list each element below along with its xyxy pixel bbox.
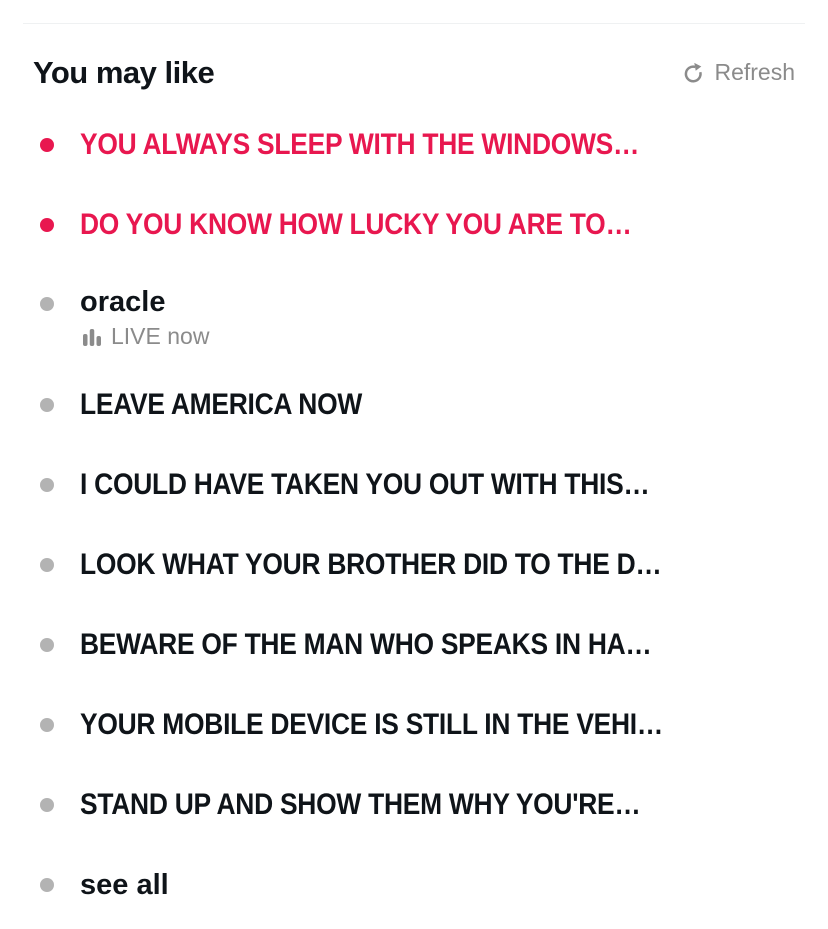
refresh-label: Refresh [714,59,795,85]
trend-label: BEWARE OF THE MAN WHO SPEAKS IN HA… [80,628,652,661]
see-all-link[interactable] [0,845,828,925]
bullet-dot [40,878,54,892]
bullet-dot [40,218,54,232]
bullet-dot [40,638,54,652]
bullet-dot [40,297,54,311]
trend-item-live[interactable] [0,265,828,365]
trend-item[interactable] [0,185,828,265]
bullet-dot [40,718,54,732]
live-status [80,323,209,350]
live-trend-content [80,286,209,350]
trend-label: LEAVE AMERICA NOW [80,388,362,421]
trend-item[interactable] [0,605,828,685]
bullet-dot [40,138,54,152]
bullet-dot [40,798,54,812]
trend-item[interactable] [0,685,828,765]
bar-chart-icon [80,325,104,349]
trend-label: DO YOU KNOW HOW LUCKY YOU ARE TO… [80,208,632,241]
bullet-dot [40,398,54,412]
panel-header [0,24,828,105]
trend-item[interactable] [0,365,828,445]
trend-label: STAND UP AND SHOW THEM WHY YOU'RE… [80,788,641,821]
refresh-icon [681,61,705,85]
trend-item[interactable] [0,445,828,525]
trend-label: YOU ALWAYS SLEEP WITH THE WINDOWS… [80,128,640,161]
you-may-like-panel [0,23,828,929]
trend-label: LOOK WHAT YOUR BROTHER DID TO THE D… [80,548,662,581]
see-all-label: see all [80,868,169,901]
trend-label: I COULD HAVE TAKEN YOU OUT WITH THIS… [80,468,650,501]
bullet-dot [40,558,54,572]
trend-item[interactable] [0,525,828,605]
refresh-button[interactable] [681,59,795,86]
trend-label: YOUR MOBILE DEVICE IS STILL IN THE VEHI… [80,708,664,741]
live-status-label: LIVE now [111,323,210,349]
trend-item[interactable] [0,105,828,185]
trend-label: oracle [80,286,166,318]
section-title: You may like [33,54,215,90]
trend-item[interactable] [0,765,828,845]
bullet-dot [40,478,54,492]
